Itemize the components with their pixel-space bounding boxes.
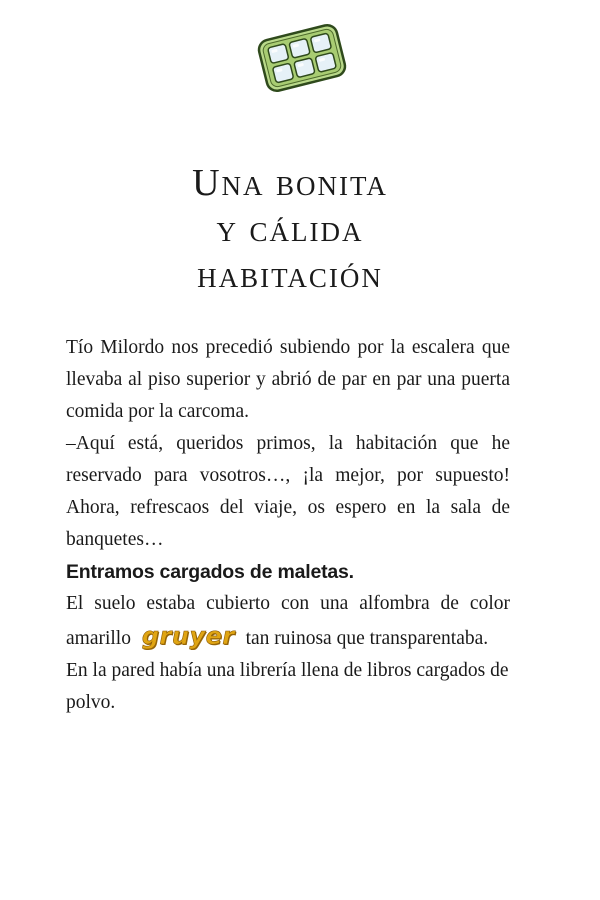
paragraph-3 [66,588,510,655]
paragraph-3-after: tan ruinosa que transparentaba. [245,628,489,649]
paragraph-4: En la pared había una librería llena de libros cargados de polvo. [66,660,509,713]
paragraph-3-before: El suelo estaba cubierto con una alfombra de color amarillo [66,593,510,649]
paragraph-1: Tío Milordo nos precedió subiendo por la escalera que llevaba al piso superior y abrió de par en par una puerta comida por la carcoma. [66,337,510,422]
title-line-1: Una bonita [192,162,388,204]
chapter-body [66,332,510,719]
title-line-2: y cálida [216,208,364,250]
chapter-title [0,160,580,298]
paragraph-2: –Aquí está, queridos primos, la habitación que he reservado para vosotros…, ¡la mejor, por supuesto! Ahora, refrescaos del viaje, os espero en la sala de banquetes… [66,433,510,550]
subheading: Entramos cargados de maletas. [66,561,354,583]
ice-cube-tray-icon [252,18,352,98]
gruyer-word-art: gruyer [141,622,235,650]
title-line-3: habitación [197,254,383,296]
